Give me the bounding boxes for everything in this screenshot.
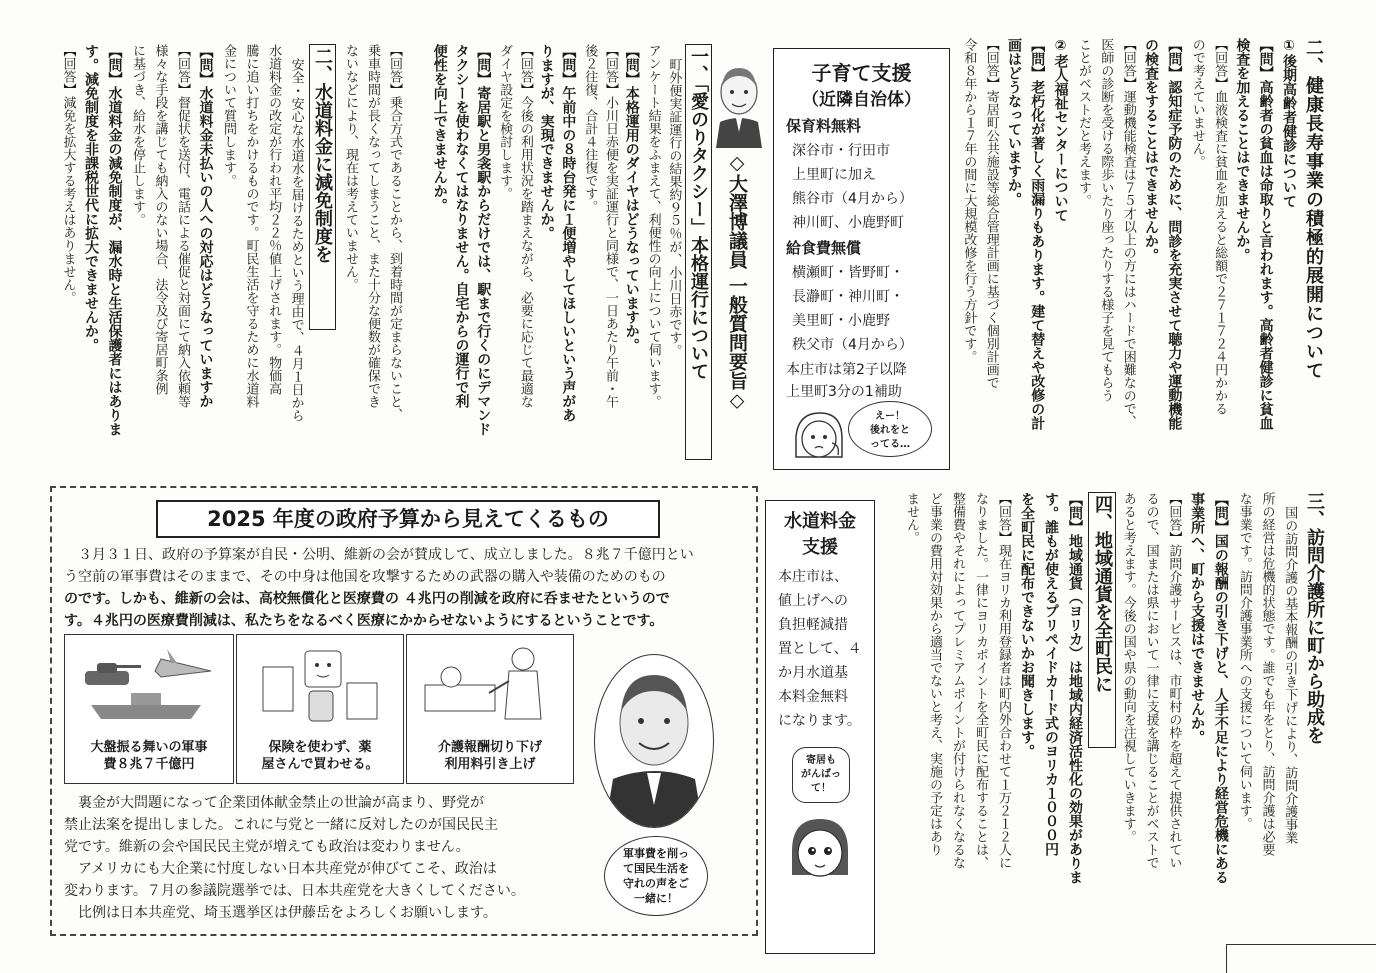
water-a1-line3: に基づき、給水を停止します。 <box>130 44 145 226</box>
care-a1-line3: あると考えます。今後の国や県の動向を注視していきます。 <box>1120 492 1136 843</box>
currency-heading: 四、地域通貨を全町民に <box>1088 492 1116 748</box>
childcare-h2: 給食費無償 <box>786 239 862 257</box>
health-heading: 二、健康長寿事業の積極的展開について <box>1303 38 1324 380</box>
pharmacy-caption <box>237 739 403 773</box>
water-intro-line4: 金について質問します。 <box>221 44 237 187</box>
taxi-intro-line2: アンケート結果をふまえて、利便性の向上について伺います。 <box>645 44 661 408</box>
water-support-body <box>778 565 862 733</box>
taxi-a1-line1: 【回答】小川日赤便を実証運行と同様で、一日あたり午前・午 <box>603 44 619 408</box>
currency-q1-line1: 【問】地域通貨（ヨリカ）は地域内経済活性化の効果がありま <box>1067 492 1083 884</box>
budget-bubble-line: 軍事費を削っ <box>623 847 689 860</box>
currency-a1-line2: なりました。一律にヨリカポイントを全町民に配布することは、 <box>973 492 988 869</box>
budget-para2-line: 党です。維新の会や国民民主党が増えても政治は変わりません。 <box>64 839 470 855</box>
water-q1: 【問】水道料金未払いの人への対応はどうなっていますか <box>197 44 214 408</box>
budget-para1-line: う空前の軍事費はそのままで、その中身は他国を攻撃するための武器の購入や装備のためのもの <box>64 569 666 585</box>
candidate-face-icon <box>595 655 713 827</box>
military-caption <box>65 739 233 773</box>
pharmacy-panel <box>236 634 404 784</box>
health-q2-line2: の検査をすることはできませんか。 <box>1143 38 1160 262</box>
caregiver-icon <box>417 641 563 729</box>
candidate-portrait <box>594 654 714 828</box>
health-a1-line2: ので考えていません。 <box>1189 38 1205 168</box>
childcare-list2 <box>792 261 913 357</box>
currency-q1-line3: を全町民に配布できないかお聞きします。 <box>1019 492 1035 758</box>
childcare-title: 子育て支援 <box>811 61 912 85</box>
health-a1-line1: 【回答】血液検査に貧血を加えると総額で２７１７２４円かかる <box>1212 38 1228 415</box>
pharmacy-caption-line: 屋さんで買わせる。 <box>261 757 379 772</box>
water-section <box>58 44 336 464</box>
care-intro-line1: 国の訪問介護の基本報酬の引き下げにより、訪問介護事業 <box>1282 506 1298 844</box>
health-a2-line2: 医師の診断を受ける際歩いたり座ったりする様子を見てもらう <box>1098 38 1114 402</box>
councilor-portrait <box>712 62 766 148</box>
water-bubble-line: がんばっ <box>801 769 841 780</box>
childcare-list1-item: 上里町に加え <box>792 167 876 183</box>
health-q1-line2: 検査を加えることはできませんか。 <box>1234 38 1251 262</box>
taxi-a3-line2: 乗車時間が長くなってしまうこと、また十分な便数が確保でき <box>365 44 380 408</box>
water-support-body-line: になります。 <box>778 713 861 729</box>
budget-para1-line: す。４兆円の医療費削減は、私たちをなるべく医療にかからせないようにするということです。 <box>64 613 664 629</box>
childcare-list2-item: 美里町・小鹿野 <box>792 313 890 329</box>
care-heading: 三、訪問介護所に町から助成を <box>1304 492 1325 744</box>
budget-bubble-line: 一緒に！ <box>634 892 678 905</box>
military-panel <box>64 634 234 784</box>
budget-para2-line: 禁止法案を提出しました。これに与党と一緒に反対したのが国民民主 <box>64 817 498 833</box>
taxi-q2-line2: りますが、実現できませんか。 <box>538 44 555 240</box>
tank-jet-ship-icon <box>71 641 225 727</box>
budget-para2-line: 裏金が大問題になって企業団体献金禁止の世論が高まり、野党が <box>78 795 484 811</box>
health-sub2: ②老人福祉センターについて <box>1052 38 1069 222</box>
water-support-title-line: 支援 <box>802 537 838 558</box>
care-intro-line2: 所の経営は危機的状態です。誰でも年をとり、訪問介護は必要 <box>1259 492 1275 856</box>
water-support-body-line: 負担軽減措 <box>778 617 848 633</box>
water-intro-line1: 安全・安心な水道水を届けるためという理由で、４月１日から <box>288 58 304 422</box>
childcare-bubble-line: 後れをと <box>870 425 910 436</box>
budget-para2-line: 比例は日本共産党、埼玉選挙区は伊藤岳をよろしくお願いします。 <box>78 905 497 921</box>
water-q2-line1: 【問】水道料金の減免制度が、漏水時と生活保護者にはありま <box>106 44 123 436</box>
health-q1-line1: 【問】高齢者の貧血は命取りと言われます。高齢者健診に貧血 <box>1257 38 1274 430</box>
care-intro-line3: な事業です。訪問介護事業所への支援について伺います。 <box>1236 492 1252 830</box>
health-a3-line2: 令和８年から１７年の間に大規模改修を行う方針です。 <box>961 38 977 363</box>
taxi-a3-line3: ないなどにより、現在は考えていません。 <box>343 44 358 291</box>
health-q3-line2: 画はどうなっていますか。 <box>1006 38 1022 206</box>
care-fee-caption <box>407 739 573 773</box>
care-fee-caption-line: 利用料引き上げ <box>444 757 536 772</box>
budget-para1-line: のです。しかも、維新の会は、高校無償化と医療費の ４兆円の削減を政府に呑ませたというので <box>64 591 670 607</box>
care-a1-line1: 【回答】訪問介護サービスは、市町村の枠を超えて提供されてい <box>1166 492 1182 869</box>
care-fee-panel <box>406 634 574 784</box>
budget-speech-bubble <box>604 836 708 916</box>
budget-title: 2025 年度の政府予算から見えてくるもの <box>156 500 660 538</box>
taxi-section <box>430 44 712 464</box>
budget-bubble-line: 守れの声をご <box>623 877 689 890</box>
childcare-box <box>773 48 950 470</box>
military-caption-line: 大盤振る舞いの軍事 <box>90 740 208 755</box>
water-q2-line2: す。減免制度を非課税世代に拡大できませんか。 <box>83 44 99 352</box>
childcare-h1: 保育料無料 <box>786 117 862 135</box>
health-section <box>960 38 1325 458</box>
budget-para1 <box>64 544 744 632</box>
childcare-bubble-line: ってる… <box>870 439 910 450</box>
taxi-a1-line2: 後２往復、合計４往復です。 <box>582 44 598 213</box>
budget-para1-line: ３月３１日、政府の予算案が自民・公明、維新の会が賛成して、成立しました。８兆７千億円とい <box>78 547 694 563</box>
page-corner-mark <box>1226 944 1376 973</box>
childcare-list1-item: 熊谷市（4月から） <box>792 191 913 207</box>
taxi-q2-line1: 【問】午前中の８時台発に１便増やしてほしいという声があ <box>560 44 577 422</box>
military-caption-line: 費８兆７千億円 <box>103 757 195 772</box>
budget-para2-line: 変わります。７月の参議院選挙では、日本共産党を大きくしてください。 <box>64 883 525 899</box>
taxi-q3-line1: 【問】寄居駅と男衾駅からだけでは、駅まで行くのにデマンド <box>475 44 492 436</box>
childcare-subtitle: （近隣自治体） <box>802 90 921 110</box>
water-intro-line2: 水道料金の改定が行われ平均２２％値上げされます。物価高 <box>266 44 282 395</box>
water-intro-line3: 騰に追い打ちをかけるものです。町民生活を守るために水道料 <box>243 44 259 408</box>
water-bubble-line: て！ <box>811 783 831 794</box>
budget-bubble-line: て国民生活を <box>623 862 689 875</box>
currency-a1-line3: 整備費やそれによってプレミアムポイントが付けられなくなるな <box>950 492 965 869</box>
health-a2-line1: 【回答】運動機能検査は７５才以上の方にはハードで困難なので、 <box>1120 38 1136 428</box>
water-support-title-line: 水道料金 <box>784 511 856 532</box>
childcare-list2-item: 横瀬町・皆野町・ <box>792 265 904 281</box>
councilor-title: ◇大澤博議員 一般質問要旨◇ <box>726 152 748 412</box>
budget-para2-line: アメリカにも大企業に忖度しない日本共産党が伸びてこそ、政治は <box>78 861 497 877</box>
health-q3-line1: 【問】老朽化が著しく雨漏りもあります。建て替えや改修の計 <box>1029 38 1046 430</box>
taxi-q3-line2: タクシーを使わなくてはなりません。自宅からの運行で利 <box>453 44 470 408</box>
health-a3-line1: 【回答】寄居町公共施設等総合管理計画に基づく個別計画で <box>983 38 999 389</box>
water-a2: 【回答】減免を拡大する考えはありません。 <box>60 44 76 304</box>
care-a1-line2: るので、国または県において一律に支援を講じることがベストで <box>1143 492 1159 869</box>
medicine-icon <box>247 643 393 729</box>
water-support-body-line: 本庄市は、 <box>778 569 848 585</box>
taxi-a3-line1: 【回答】乗合方式であることから、到着時間が定まらないこと、 <box>387 44 402 421</box>
childcare-list1-item: 神川町、小鹿野町 <box>792 215 904 231</box>
taxi-a2-line1: 【回答】今後の利用状況を踏まえながら、必要に応じて最適な <box>517 44 533 408</box>
taxi-a2-line2: ダイヤ設定を検討します。 <box>497 44 513 200</box>
water-support-bubble <box>792 747 850 803</box>
water-support-body-line: 本料金無料 <box>778 689 848 705</box>
currency-section <box>884 492 1116 912</box>
care-q1-line1: 【問】国の報酬の引き下げと、人手不足により経営危機にある <box>1212 492 1229 884</box>
childcare-speech-bubble <box>848 401 932 457</box>
health-q2-line1: 【問】認知症予防のために、問診を充実させて聴力や運動機能 <box>1166 38 1183 430</box>
pharmacy-caption-line: 保険を使わず、薬 <box>268 740 372 755</box>
water-support-body-line: か月水道基 <box>778 665 848 681</box>
taxi-q3-line3: 便性を向上できませんか。 <box>431 44 448 212</box>
childcare-list1 <box>792 139 913 235</box>
happy-girl-illustration <box>784 811 856 883</box>
currency-a1-line4: ど事業の費用対効果から適当でないと考え、実施の予定はあり <box>927 492 942 856</box>
taxi-intro-line1: 町外便実証運行の結果約９５％が、小川日赤です。 <box>666 58 682 357</box>
health-sub1: ①後期高齢者健診について <box>1280 38 1297 208</box>
water-bubble-line: 寄居も <box>806 755 836 766</box>
childcare-note-line: 本庄市は第2子以降 <box>786 362 907 378</box>
childcare-list1-item: 深谷市・行田市 <box>792 143 890 159</box>
water-a1-line2: 様々な手段を講じても納入のない場合、法令及び寄居町条例 <box>152 44 168 395</box>
currency-a1-line1: 【回答】現在ヨリカ利用登録者は町内外合わせて１万２１２人に <box>996 492 1011 869</box>
care-fee-caption-line: 介護報酬切り下げ <box>437 740 542 755</box>
taxi-q1: 【問】本格運用のダイヤはどうなっていますか。 <box>623 44 640 352</box>
care-section <box>1118 492 1326 902</box>
water-heading: 二、水道料金に減免制度を <box>309 44 336 330</box>
budget-para2 <box>64 792 604 924</box>
childcare-list2-item: 長瀞町・神川町・ <box>792 289 904 305</box>
water-a1-line1: 【回答】督促状を送付、電話による催促と対面にて納入依頼等 <box>175 44 191 408</box>
childcare-list2-item: 秩父市（4月から） <box>792 337 913 353</box>
health-a2-line3: ことがベストだと考えます。 <box>1075 38 1091 207</box>
currency-a1-line5: ません。 <box>904 492 919 544</box>
taxi-answer3 <box>334 44 404 464</box>
water-support-body-line: 値上げへの <box>778 593 848 609</box>
worried-girl-illustration <box>788 407 848 465</box>
water-support-title <box>766 509 874 561</box>
water-support-body-line: 置として、４ <box>778 641 862 657</box>
water-support-box <box>765 500 875 954</box>
childcare-note-line: 上里町3分の1補助 <box>786 384 902 400</box>
childcare-note <box>786 359 907 403</box>
childcare-bubble-line: えー！ <box>875 411 905 422</box>
taxi-heading: 一、「愛のりタクシー」本格運行について <box>685 44 712 460</box>
care-q1-line2: 事業所へ、町から支援はできませんか。 <box>1189 492 1206 744</box>
currency-q1-line2: す。誰もが使えるプリペイドカード式のヨリカ１０００円 <box>1043 492 1059 856</box>
